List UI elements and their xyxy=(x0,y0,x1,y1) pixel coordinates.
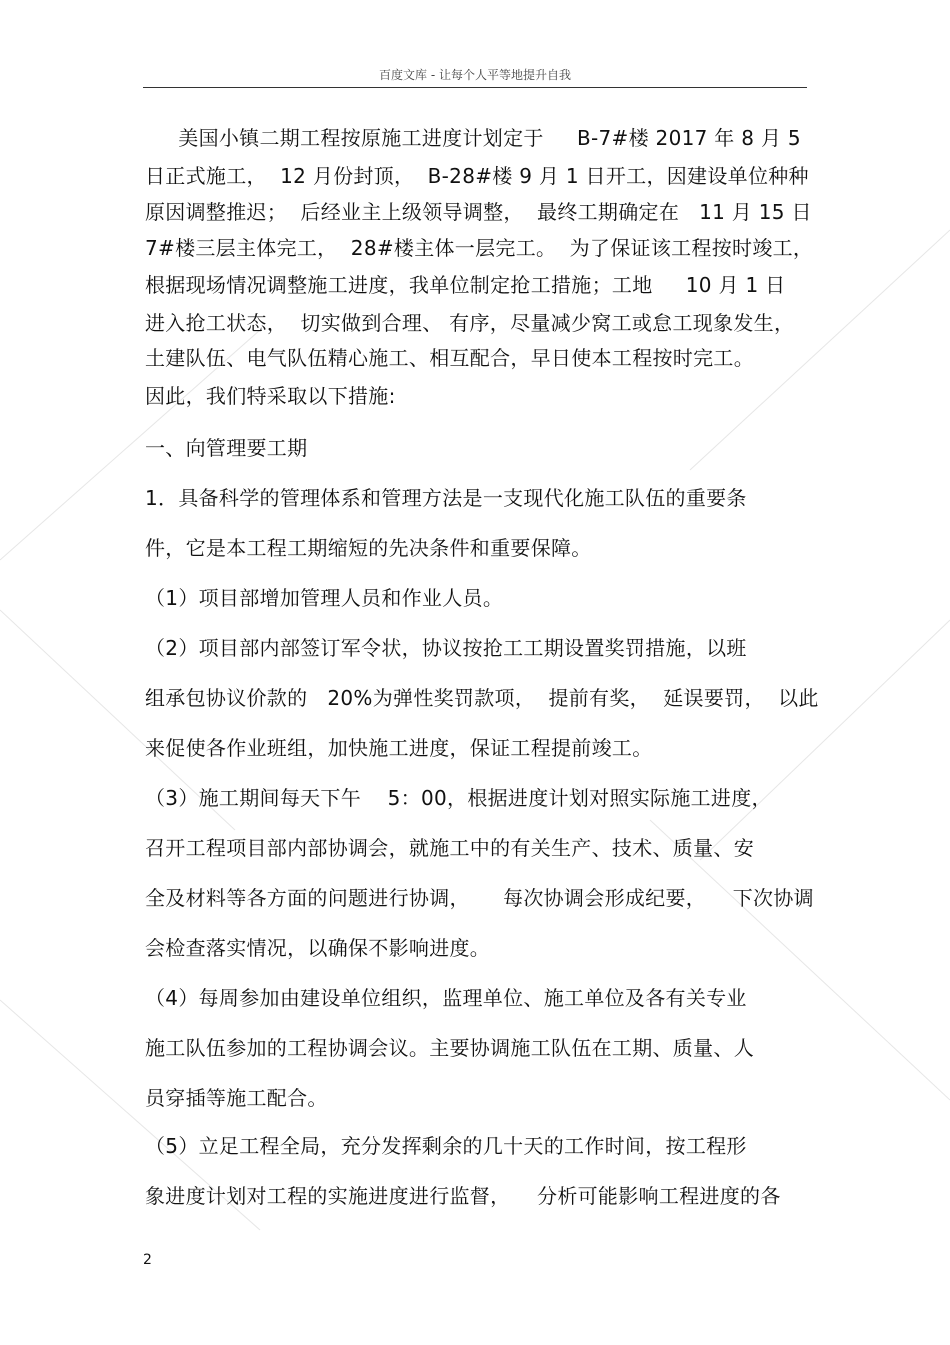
text-line: 员穿插等施工配合。 xyxy=(145,1086,328,1110)
text-line: 7#楼三层主体完工， 28#楼主体一层完工。 为了保证该工程按时竣工， xyxy=(145,236,814,260)
text-line: （2）项目部内部签订军令状，协议按抢工工期设置奖罚措施，以班 xyxy=(145,636,747,660)
text-line: （1）项目部增加管理人员和作业人员。 xyxy=(145,586,504,610)
text-line: （3）施工期间每天下午 5：00，根据进度计划对照实际施工进度， xyxy=(145,786,772,810)
text-line: 全及材料等各方面的问题进行协调， 每次协调会形成纪要， 下次协调 xyxy=(145,886,814,910)
text-line: 土建队伍、电气队伍精心施工、相互配合，早日使本工程按时完工。 xyxy=(145,346,754,370)
text-line: 组承包协议价款的 20%为弹性奖罚款项， 提前有奖， 延误要罚， 以此 xyxy=(145,686,819,710)
page-number: 2 xyxy=(143,1252,152,1268)
text-line: （4）每周参加由建设单位组织，监理单位、施工单位及各有关专业 xyxy=(145,986,747,1010)
text-line: 召开工程项目部内部协调会，就施工中的有关生产、技术、质量、安 xyxy=(145,836,754,860)
text-line: 日正式施工， 12 月份封顶， B-28#楼 9 月 1 日开工，因建设单位种种 xyxy=(145,164,809,188)
text-line: 来促使各作业班组，加快施工进度，保证工程提前竣工。 xyxy=(145,736,653,760)
text-line: 1．具备科学的管理体系和管理方法是一支现代化施工队伍的重要条 xyxy=(145,486,747,510)
section-heading: 一、向管理要工期 xyxy=(145,436,308,460)
text-line: 原因调整推迟； 后经业主上级领导调整， 最终工期确定在 11 月 15 日 xyxy=(145,200,812,224)
text-line: 根据现场情况调整施工进度，我单位制定抢工措施；工地 10 月 1 日 xyxy=(145,273,786,297)
header-divider xyxy=(143,87,807,88)
text-line: 施工队伍参加的工程协调会议。主要协调施工队伍在工期、质量、人 xyxy=(145,1036,754,1060)
text-line: 件，它是本工程工期缩短的先决条件和重要保障。 xyxy=(145,536,592,560)
text-line: （5）立足工程全局，充分发挥剩余的几十天的工作时间，按工程形 xyxy=(145,1134,747,1158)
text-line: 因此，我们特采取以下措施: xyxy=(145,384,396,408)
text-line: 美国小镇二期工程按原施工进度计划定于 B-7#楼 2017 年 8 月 5 xyxy=(145,126,801,150)
text-line: 象进度计划对工程的实施进度进行监督， 分析可能影响工程进度的各 xyxy=(145,1184,781,1208)
text-line: 进入抢工状态， 切实做到合理、 有序，尽量减少窝工或怠工现象发生， xyxy=(145,311,795,335)
text-line: 会检查落实情况，以确保不影响进度。 xyxy=(145,936,491,960)
page-header: 百度文库 - 让每个人平等地提升自我 xyxy=(379,68,571,82)
